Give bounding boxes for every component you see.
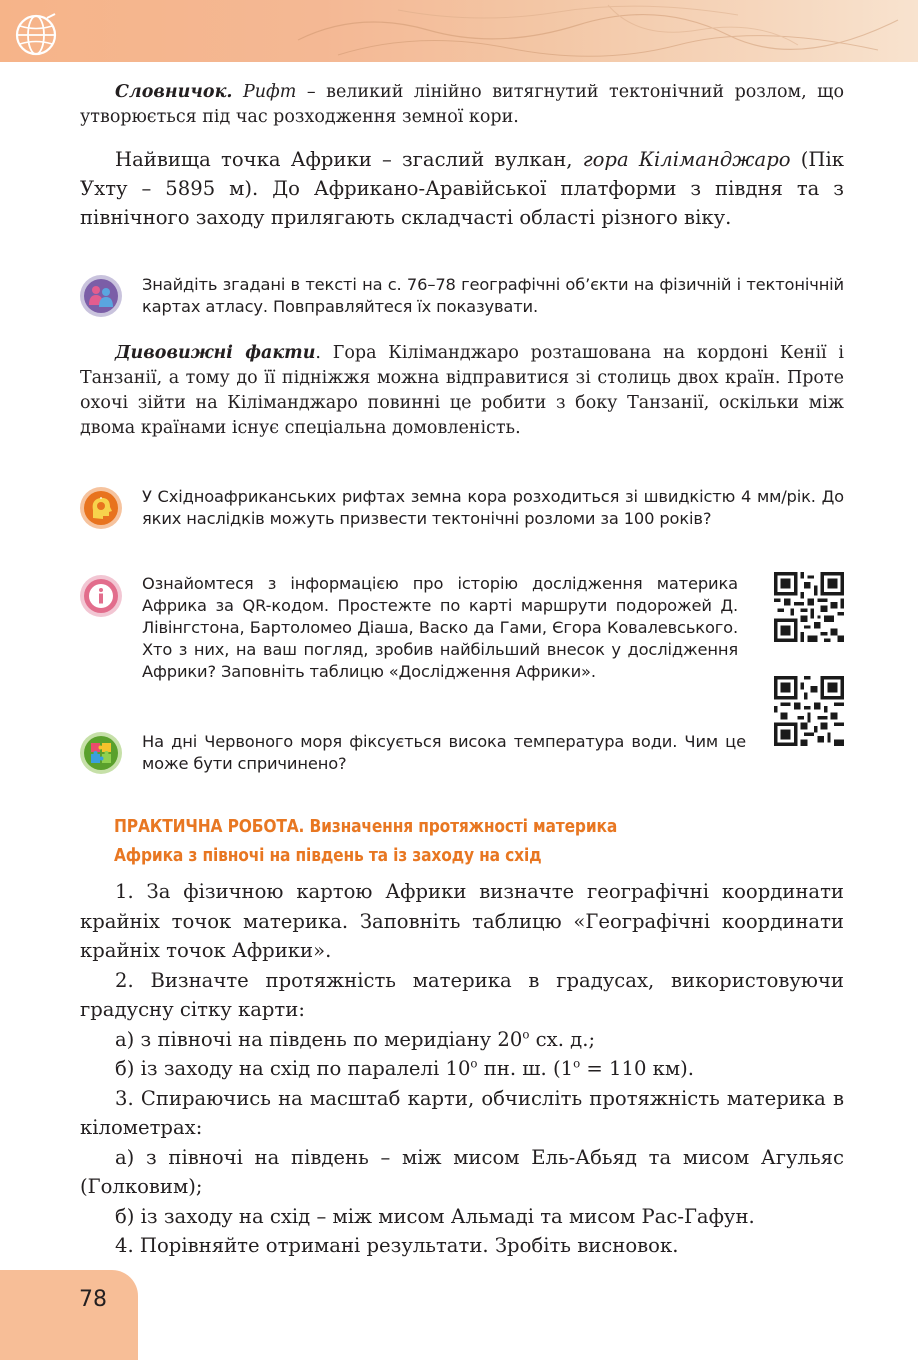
puzzle-task-text: На дні Червоного моря фіксується висока температура води. Чим це може бути спричинено? — [142, 732, 746, 773]
dictionary-term: Рифт — [243, 82, 297, 102]
facts-dot: . — [315, 343, 321, 363]
globe-icon — [13, 12, 59, 58]
dictionary-paragraph — [80, 80, 844, 130]
practical-work-title — [114, 812, 716, 870]
dictionary-definition: – великий лінійно витягнутий тектонічний розлом, що утворюється під час розходження земної кори. — [80, 82, 844, 127]
kilimanjaro-text-1: Найвища точка Африки – згаслий вулкан, — [115, 148, 583, 171]
dictionary-label: Словничок. — [115, 82, 233, 102]
info-task-text: Ознайомтеся з інформацією про історію дослідження материка Африка за QR-кодом. Простежте по карті маршрути подорожей Д. Лівінгстона, Бартоломео Діаша, Васко да Гами, Єгора Ковалевського. Хто з них, на ваш погляд, зробив найбільший внесок у дослідження Африки? Заповніть таблицю «Дослідження Африки». — [142, 574, 738, 681]
step-3: 3. Спираючись на масштаб карти, обчисліть протяжність материка в кілометрах: — [80, 1086, 844, 1139]
step-3a: а) з півночі на південь – між мисом Ель-Абьяд та мисом Агульяс (Голковим); — [80, 1145, 844, 1198]
facts-paragraph — [80, 341, 844, 441]
facts-text: Гора Кіліманджаро розташована на кордоні Кенії і Танзанії, а тому до її підніжжя можна відправитися зі столиць двох країн. Проте охочі зійти на Кіліманджаро повинні це робити з боку Танзанії, оскільки між двома країнами існує спеціальна домовленість. — [80, 343, 845, 438]
practical-steps — [80, 877, 844, 1261]
qr-code-icon[interactable] — [774, 676, 844, 746]
step-1: 1. За фізичною картою Африки визначте географічні координати крайніх точок материка. Заповніть таблицю «Географічні координати крайніх точок Африки». — [80, 880, 844, 962]
qr-code-icon[interactable] — [774, 572, 844, 642]
map-texture-decoration — [278, 0, 918, 62]
page-corner-tab — [0, 1270, 138, 1360]
step-2b: б) із заходу на схід по паралелі $10^о$ пн. ш. ($1^о = 110$ км). — [115, 1056, 695, 1080]
page-number: 78 — [79, 1287, 107, 1312]
think-task-text: У Східноафриканських рифтах земна кора розходиться зі швидкістю 4 мм/рік. До яких наслідків можуть призвести тектонічні розломи за 100 років? — [142, 487, 844, 528]
info-icon — [79, 574, 123, 618]
kilimanjaro-name: гора Кіліманджаро — [582, 148, 791, 171]
group-people-icon — [79, 274, 123, 318]
practical-title-line-1: ПРАКТИЧНА РОБОТА. Визначення протяжності материка — [114, 816, 618, 837]
step-2a: а) з півночі на південь по меридіану $20^о$ сх. д.; — [115, 1026, 596, 1051]
facts-label: Дивовижні факти — [115, 343, 316, 363]
puzzle-icon — [79, 731, 123, 775]
group-task-text: Знайдіть згадані в тексті на с. 76–78 географічні об’єкти на фізичній і тектонічній картах атласу. Повправляйтеся їх показувати. — [142, 275, 844, 316]
step-3b: б) із заходу на схід – між мисом Альмаді та мисом Рас-Гафун. — [115, 1204, 755, 1228]
practical-title-line-2: Африка з півночі на південь та із заходу на схід — [114, 845, 542, 866]
kilimanjaro-paragraph — [80, 145, 844, 232]
page-header-band — [0, 0, 918, 62]
step-4: 4. Порівняйте отримані результати. Зробіть висновок. — [115, 1234, 679, 1257]
lightbulb-head-icon — [79, 486, 123, 530]
kilimanjaro-text-2: (Пік Ухту – 5895 м). До Африкано-Аравійської платформи з півдня та з північного заходу прилягають складчасті області різного віку. — [80, 148, 844, 229]
step-2: 2. Визначте протяжність материка в градусах, використовуючи градусну сітку карти: — [80, 968, 844, 1021]
